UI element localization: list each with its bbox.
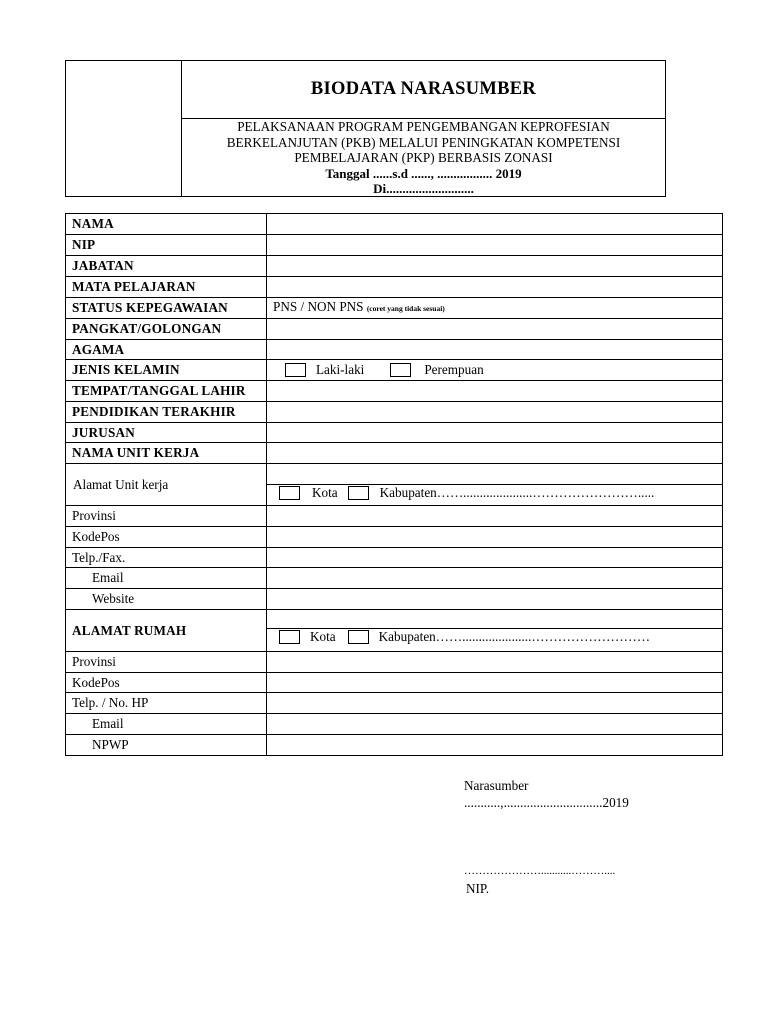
field-nama[interactable] [267,214,723,235]
table-row [66,735,723,756]
label-jabatan: JABATAN [66,256,267,277]
signature-date: ...........,..............................2019 [464,795,629,810]
field-nip[interactable] [267,235,723,256]
table-row [66,714,723,735]
field-provinsi-rumah[interactable] [267,652,723,673]
address-options [279,485,654,500]
table-row [66,652,723,673]
checkbox-laki-laki[interactable] [285,363,306,377]
table-row [66,548,723,568]
table-row [66,381,723,402]
address-options [279,629,650,644]
field-alamat-unit[interactable] [267,464,723,506]
label-provinsi-rumah: Provinsi [66,652,267,673]
label-alamat-unit: Alamat Unit kerja [66,464,267,506]
checkbox-perempuan[interactable] [390,363,411,377]
field-pangkat[interactable] [267,319,723,340]
field-status[interactable] [267,298,723,319]
label-status: STATUS KEPEGAWAIAN [66,298,267,319]
field-jenis-kelamin [267,360,723,381]
checkbox-kota-rumah[interactable] [279,630,300,644]
table-row [66,673,723,693]
label-mata-pelajaran: MATA PELAJARAN [66,277,267,298]
field-npwp[interactable] [267,735,723,756]
field-unit-kerja[interactable] [267,443,723,464]
label-pangkat: PANGKAT/GOLONGAN [66,319,267,340]
table-row [66,443,723,464]
label-kodepos-rumah: KodePos [66,673,267,693]
table-row [66,506,723,527]
signature-role: Narasumber [464,778,529,793]
field-email[interactable] [267,568,723,589]
label-provinsi: Provinsi [66,506,267,527]
table-row [66,319,723,340]
table-row [66,360,723,381]
table-row [66,527,723,548]
logo-cell [66,61,182,196]
field-kodepos-rumah[interactable] [267,673,723,693]
label-kodepos: KodePos [66,527,267,548]
field-telp-fax[interactable] [267,548,723,568]
status-note: (coret yang tidak sesuai) [366,304,445,313]
label-alamat-rumah: ALAMAT RUMAH [66,610,267,652]
signature-nip: NIP. [466,881,490,896]
table-row [66,589,723,610]
option-perempuan: Perempuan [424,361,484,377]
option-kabupaten-unit: Kabupaten…….....................……………………..... [379,484,655,500]
field-telp-hp[interactable] [267,693,723,714]
status-value: PNS / NON PNS [273,299,364,314]
field-provinsi[interactable] [267,506,723,527]
table-row [66,402,723,423]
signature-name-line: …………………...........……….... [464,865,616,877]
table-row [66,610,723,652]
event-description [182,119,665,196]
field-website[interactable] [267,589,723,610]
label-ttl: TEMPAT/TANGGAL LAHIR [66,381,267,402]
label-npwp: NPWP [66,735,267,756]
checkbox-kota-unit[interactable] [279,486,300,500]
label-unit-kerja: NAMA UNIT KERJA [66,443,267,464]
table-row [66,256,723,277]
table-row [66,423,723,443]
label-jurusan: JURUSAN [66,423,267,443]
label-telp-hp: Telp. / No. HP [66,693,267,714]
field-kodepos[interactable] [267,527,723,548]
field-ttl[interactable] [267,381,723,402]
table-row [66,693,723,714]
option-kota-rumah: Kota [310,628,336,644]
label-nip: NIP [66,235,267,256]
table-row [66,340,723,360]
label-website: Website [66,589,267,610]
table-row [66,464,723,506]
label-nama: NAMA [66,214,267,235]
field-email-rumah[interactable] [267,714,723,735]
option-kabupaten-rumah: Kabupaten…….....................……………………… [378,628,651,644]
option-kota-unit: Kota [312,484,338,500]
label-pendidikan: PENDIDIKAN TERAKHIR [66,402,267,423]
field-agama[interactable] [267,340,723,360]
label-agama: AGAMA [66,340,267,360]
field-jurusan[interactable] [267,423,723,443]
desc-line-1: PELAKSANAAN PROGRAM PENGEMBANGAN KEPROFESIAN [237,119,610,134]
table-row [66,298,723,319]
field-jabatan[interactable] [267,256,723,277]
table-row [66,235,723,256]
label-email: Email [66,568,267,589]
place-line: Di........................... [373,181,474,196]
table-row [66,214,723,235]
field-pendidikan[interactable] [267,402,723,423]
label-telp-fax: Telp./Fax. [66,548,267,568]
desc-line-3: PEMBELAJARAN (PKP) BERBASIS ZONASI [294,150,553,165]
table-row [66,277,723,298]
field-mata-pelajaran[interactable] [267,277,723,298]
label-jenis-kelamin: JENIS KELAMIN [66,360,267,381]
label-email-rumah: Email [66,714,267,735]
desc-line-2: BERKELANJUTAN (PKB) MELALUI PENINGKATAN KOMPETENSI [226,134,621,150]
field-alamat-rumah[interactable] [267,610,723,652]
checkbox-kabupaten-unit[interactable] [348,486,369,500]
biodata-form-table [65,213,723,756]
date-line: Tanggal ......s.d ......, ................. 2019 [325,165,522,181]
option-laki-laki: Laki-laki [316,361,365,377]
checkbox-kabupaten-rumah[interactable] [348,630,369,644]
table-row [66,568,723,589]
header-box [65,60,666,197]
page-title: BIODATA NARASUMBER [182,61,665,119]
